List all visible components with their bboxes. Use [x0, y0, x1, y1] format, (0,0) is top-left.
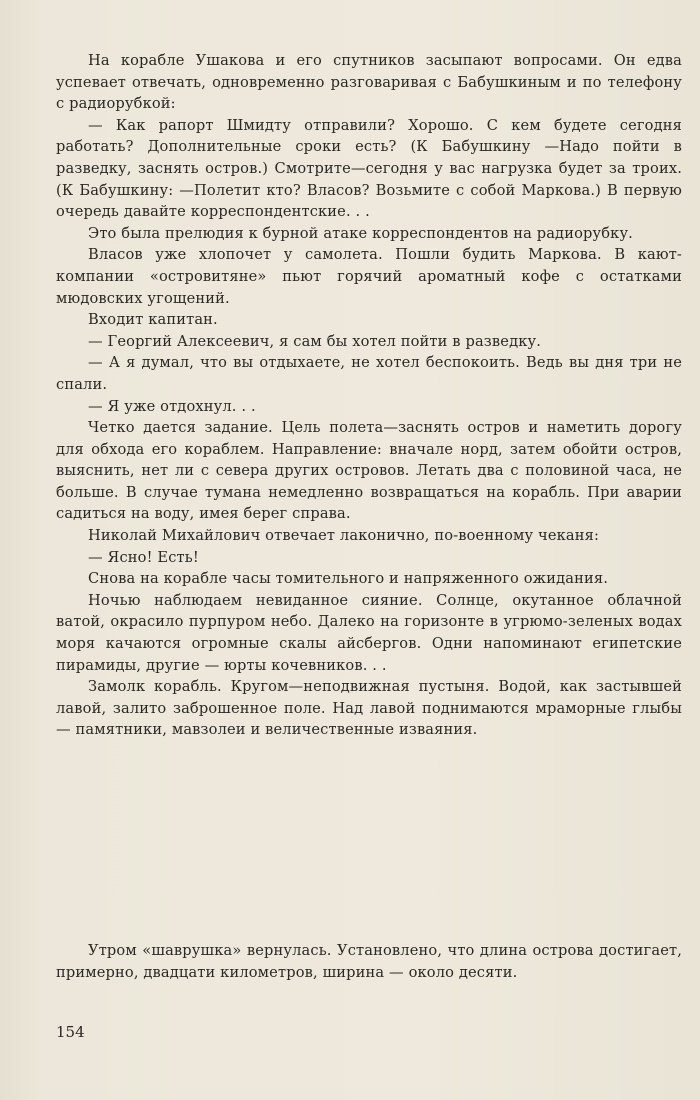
paragraph: Входит капитан. — [88, 311, 218, 329]
paragraph: — Как рапорт Шмидту отправили? Хорошо. С кем будете сегодня работать? Дополнительные сроки есть? (К Бабушкину —Надо пойти в разведку, заснять остров.) Смотрите—сегодня у вас нагрузка будет за троих. (К Бабушкину: —Полетит кто? Власов? Возьмите с собой Маркова.) В первую очередь давайте корреспондентские. . . — [56, 116, 682, 221]
paragraph: — А я думал, что вы отдыхаете, не хотел беспокоить. Ведь вы дня три не спали. — [56, 354, 682, 393]
paragraph: Николай Михайлович отвечает лаконично, по-военному чеканя: — [88, 527, 600, 545]
paragraph: На корабле Ушакова и его спутников засыпают вопросами. Он едва успевает отвечать, одновременно разговаривая с Бабушкиным и по телефону с радиорубкой: — [56, 52, 682, 113]
page-number: 154 — [56, 1023, 85, 1041]
paragraph: — Ясно! Есть! — [88, 548, 199, 566]
paragraph: Ночью наблюдаем невиданное сияние. Солнце, окутанное облачной ватой, окрасило пурпуром небо. Далеко на горизонте в угрюмо-зеленых водах моря качаются огромные скалы айсбергов. Одни напоминают египетские пирамиды, другие — юрты кочевников. . . — [56, 591, 682, 674]
main-text — [56, 50, 682, 741]
paragraph: — Я уже отдохнул. . . — [88, 397, 256, 415]
paragraph: Снова на корабле часы томительного и напряженного ожидания. — [88, 570, 609, 588]
paragraph: — Георгий Алексеевич, я сам бы хотел пойти в разведку. — [88, 332, 542, 350]
paragraph: Четко дается задание. Цель полета—заснять остров и наметить дорогу для обхода его кораблем. Направление: вначале норд, затем обойти остров, выяснить, нет ли с севера других островов. Летать два с половиной часа, не больше. В случае тумана немедленно возвращаться на корабль. При аварии садиться на воду, имея берег справа. — [56, 419, 682, 523]
paragraph: Это была прелюдия к бурной атаке корреспондентов на радиорубку. — [88, 224, 633, 242]
paragraph: Утром «шаврушка» вернулась. Установлено, что длина острова достигает, примерно, двадцати километров, ширина — около десяти. — [56, 942, 682, 981]
closing-text — [56, 940, 682, 983]
paragraph: Замолк корабль. Кругом—неподвижная пустыня. Водой, как застывшей лавой, залито заброшенное поле. Над лавой поднимаются мраморные глыбы — памятники, мавзолеи и величественные изваяния. — [56, 678, 682, 739]
paragraph: Власов уже хлопочет у самолета. Пошли будить Маркова. В кают-компании «островитяне» пьют горячий ароматный кофе с остатками мюдовских угощений. — [56, 246, 682, 307]
